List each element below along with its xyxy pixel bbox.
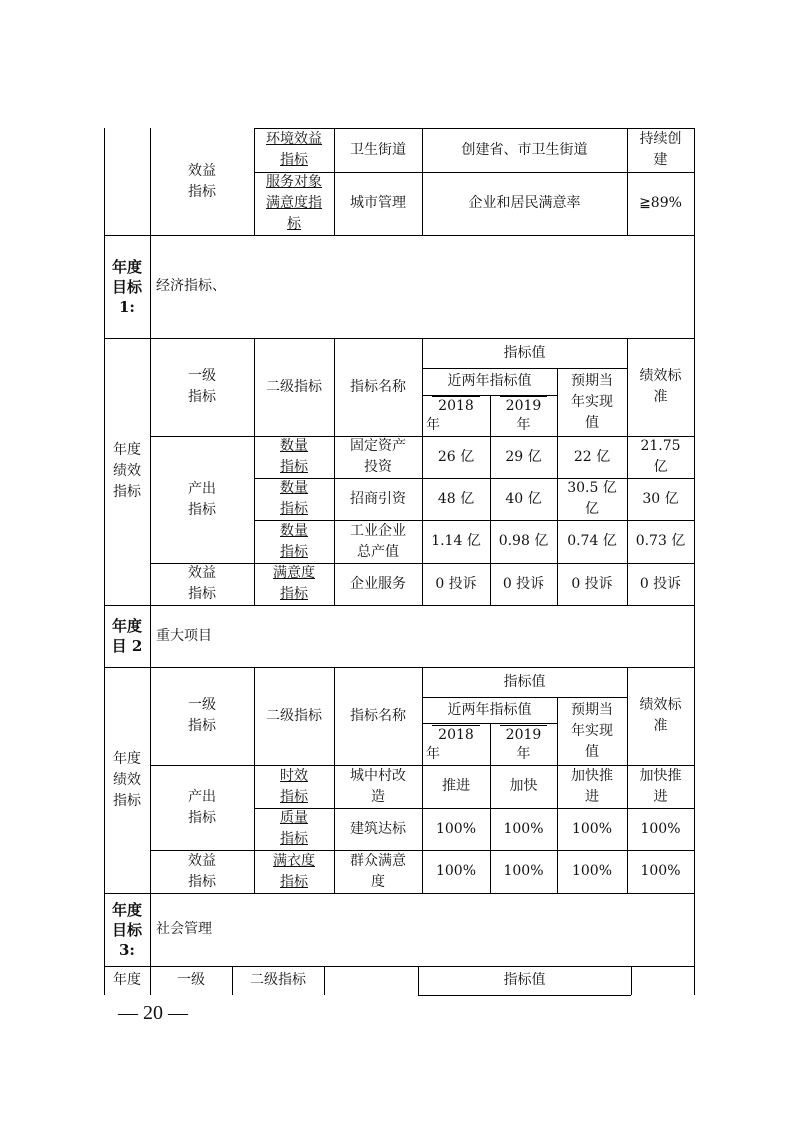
top-row2-sub: 服务对象 满意度指 标 — [266, 174, 322, 232]
t1-row2-expected: 30.5 亿 亿 — [567, 480, 617, 517]
t1-indicator-label: 年度 绩效 指标 — [113, 442, 141, 500]
goal3-label: 年度 目标 3: — [111, 900, 142, 959]
t2-value-header: 指标值 — [503, 673, 546, 690]
t1-row1-expected: 22 亿 — [573, 448, 611, 465]
t2-benefit-category: 效益 指标 — [188, 852, 216, 890]
t1-expected-header: 预期当 年实现 值 — [571, 372, 613, 431]
t2-name-header: 指标名称 — [350, 707, 406, 724]
t1-row3-name: 工业企业 总产值 — [350, 522, 406, 560]
t2-row1-2018: 推进 — [442, 778, 470, 794]
t2-output-category: 产出 指标 — [188, 788, 216, 826]
goal1-label: 年度 目标 1: — [111, 257, 142, 316]
t2-year2018 — [422, 723, 490, 765]
t1-level1-header: 一级 指标 — [188, 368, 216, 405]
t2-level2-header: 二级指标 — [266, 707, 322, 724]
t1-row4-expected: 0 投诉 — [571, 575, 613, 592]
t2-row3-expected: 100% — [571, 863, 613, 879]
top-category: 效益 指标 — [188, 162, 216, 200]
t1-benefit-category: 效益 指标 — [188, 565, 216, 602]
t1-name-header: 指标名称 — [350, 378, 406, 395]
t1-year2019 — [490, 395, 557, 436]
top-row2-name: 城市管理 — [350, 195, 406, 211]
goal1-text: 经济指标、 — [156, 278, 226, 294]
t2-indicator-label: 年度 绩效 指标 — [113, 750, 141, 809]
t3-value-header: 指标值 — [503, 972, 546, 988]
t1-level2-header: 二级指标 — [266, 378, 322, 395]
t1-row2-standard: 30 亿 — [642, 490, 679, 507]
top-row1-value: 创建省、市卫生街道 — [461, 141, 588, 158]
t2-row2-2019: 100% — [503, 820, 544, 837]
t2-row1-standard: 加快推 进 — [639, 767, 682, 805]
t1-row4-2018: 0 投诉 — [435, 575, 477, 592]
t2-row1-name: 城中村改 造 — [350, 767, 406, 805]
page-number: — 20 — — [118, 1002, 188, 1024]
t1-row4-2019: 0 投诉 — [502, 575, 545, 592]
t1-year2018-num: 2018 — [432, 396, 480, 416]
top-row2-value: 企业和居民满意率 — [468, 195, 581, 211]
t2-row1-sub: 时效 指标 — [280, 767, 308, 805]
t1-output-category: 产出 指标 — [188, 480, 216, 518]
t1-row2-name: 招商引资 — [350, 490, 406, 507]
t1-row1-sub: 数量 指标 — [280, 438, 308, 475]
t1-standard-header: 绩效标 准 — [639, 368, 682, 405]
t2-row3-sub: 满衣度 指标 — [273, 852, 315, 890]
t1-row3-sub: 数量 指标 — [280, 522, 308, 560]
t2-year2018-nian: 年 — [426, 745, 440, 762]
t1-year2019-nian: 年 — [516, 417, 531, 433]
t1-row2-sub: 数量 指标 — [280, 480, 308, 517]
t3-nian-du: 年度 — [113, 972, 141, 988]
t1-row2-2018: 48 亿 — [437, 490, 475, 507]
t1-row4-name: 企业服务 — [350, 575, 406, 592]
t2-row2-sub: 质量 指标 — [280, 810, 308, 847]
t2-row3-standard: 100% — [640, 863, 681, 879]
t1-row1-2018: 26 亿 — [437, 448, 475, 465]
t2-year2018-num: 2018 — [432, 725, 480, 745]
t1-row3-2018: 1.14 亿 — [431, 533, 481, 549]
t1-row4-sub: 满意度 指标 — [273, 565, 315, 602]
t2-recent-header: 近两年指标值 — [447, 701, 532, 718]
t3-level2-header: 二级指标 — [250, 972, 306, 988]
t1-row3-expected: 0.74 亿 — [567, 533, 617, 549]
t1-value-header: 指标值 — [503, 344, 546, 361]
top-row1-name: 卫生街道 — [350, 141, 406, 158]
t2-year2019 — [490, 723, 557, 765]
t2-row3-name: 群众满意 度 — [350, 852, 406, 890]
t2-row2-standard: 100% — [640, 820, 681, 837]
t1-recent-header: 近两年指标值 — [447, 373, 532, 389]
t1-year2018-nian: 年 — [426, 417, 440, 433]
goal2-label: 年度 目 2 — [111, 617, 143, 655]
goal3-text: 社会管理 — [156, 921, 212, 937]
t2-row3-2019: 100% — [503, 863, 544, 879]
t2-row2-2018: 100% — [435, 820, 477, 837]
t1-row3-2019: 0.98 亿 — [498, 533, 549, 549]
goal2-text: 重大项目 — [156, 627, 212, 644]
t1-row4-standard: 0 投诉 — [639, 575, 682, 592]
t2-level1-header: 一级 指标 — [188, 697, 216, 734]
t2-year2019-nian: 年 — [516, 745, 531, 762]
top-row1-sub: 环境效益 指标 — [266, 131, 322, 168]
t2-expected-header: 预期当 年实现 值 — [571, 701, 613, 760]
t2-row3-2018: 100% — [435, 863, 477, 879]
t2-year2019-num: 2019 — [500, 725, 548, 745]
t1-row1-standard: 21.75 亿 — [640, 438, 681, 475]
t1-row1-2019: 29 亿 — [505, 448, 542, 465]
t1-year2018 — [422, 395, 490, 436]
t2-row2-expected: 100% — [571, 820, 613, 837]
t2-standard-header: 绩效标 准 — [639, 697, 682, 734]
t2-row2-name: 建筑达标 — [350, 820, 406, 837]
t1-row3-standard: 0.73 亿 — [635, 533, 686, 549]
t3-level1-header: 一级 — [177, 972, 205, 988]
top-row2-standard: ≧89% — [639, 195, 682, 211]
top-row1-standard: 持续创 建 — [639, 131, 682, 168]
t2-row1-2019: 加快 — [509, 778, 538, 794]
t2-row1-expected: 加快推 进 — [571, 767, 613, 805]
t1-row1-name: 固定资产 投资 — [350, 438, 406, 475]
t1-row2-2019: 40 亿 — [505, 490, 542, 507]
t1-year2019-num: 2019 — [500, 396, 548, 416]
